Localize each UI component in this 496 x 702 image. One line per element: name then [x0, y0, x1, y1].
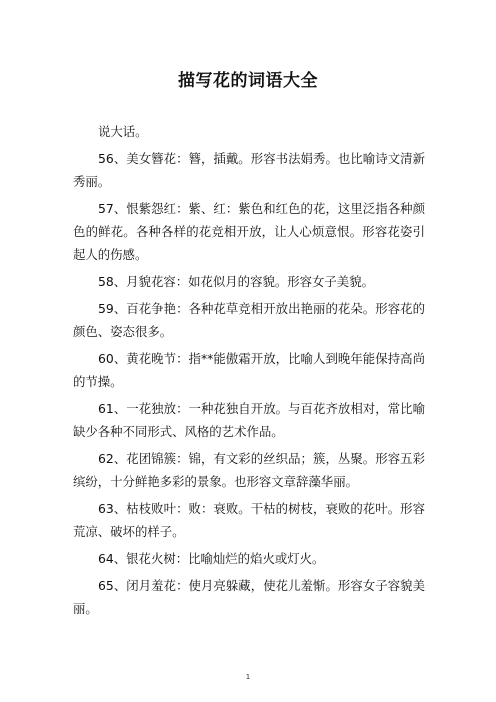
paragraph: 60、黄花晚节：指**能傲霜开放，比喻人到晚年能保持高尚的节操。 [73, 351, 425, 389]
paragraph: 59、百花争艳：各种花草竞相开放出艳丽的花朵。形容花的颜色、姿态很多。 [73, 301, 425, 339]
document-body [73, 120, 425, 624]
document-title: 描写花的词语大全 [178, 71, 318, 91]
paragraph: 说大话。 [98, 124, 148, 139]
paragraph: 63、枯枝败叶：败：衰败。干枯的树枝，衰败的花叶。形容荒凉、破坏的样子。 [73, 501, 425, 539]
paragraph: 61、一花独放：一种花独自开放。与百花齐放相对，常比喻缺少各种不同形式、风格的艺术作品。 [73, 401, 425, 439]
paragraph: 56、美女簪花：簪，插戴。形容书法娟秀。也比喻诗文清新秀丽。 [73, 151, 425, 189]
page-number: 1 [245, 673, 251, 681]
paragraph: 57、恨紫怨红：紫、红：紫色和红色的花，这里泛指各种颜色的鲜花。各种各样的花竞相开放，让人心烦意恨。形容花姿引起人的伤感。 [73, 201, 425, 262]
paragraph: 62、花团锦簇：锦，有文彩的丝织品；簇，丛聚。形容五彩缤纷，十分鲜艳多彩的景象。也形容文章辞藻华丽。 [73, 451, 425, 489]
paragraph: 64、银花火树：比喻灿烂的焰火或灯火。 [98, 551, 325, 566]
paragraph: 65、闭月羞花：使月亮躲藏，使花儿羞惭。形容女子容貌美丽。 [73, 578, 425, 616]
paragraph: 58、月貌花容：如花似月的容貌。形容女子美貌。 [98, 274, 374, 289]
